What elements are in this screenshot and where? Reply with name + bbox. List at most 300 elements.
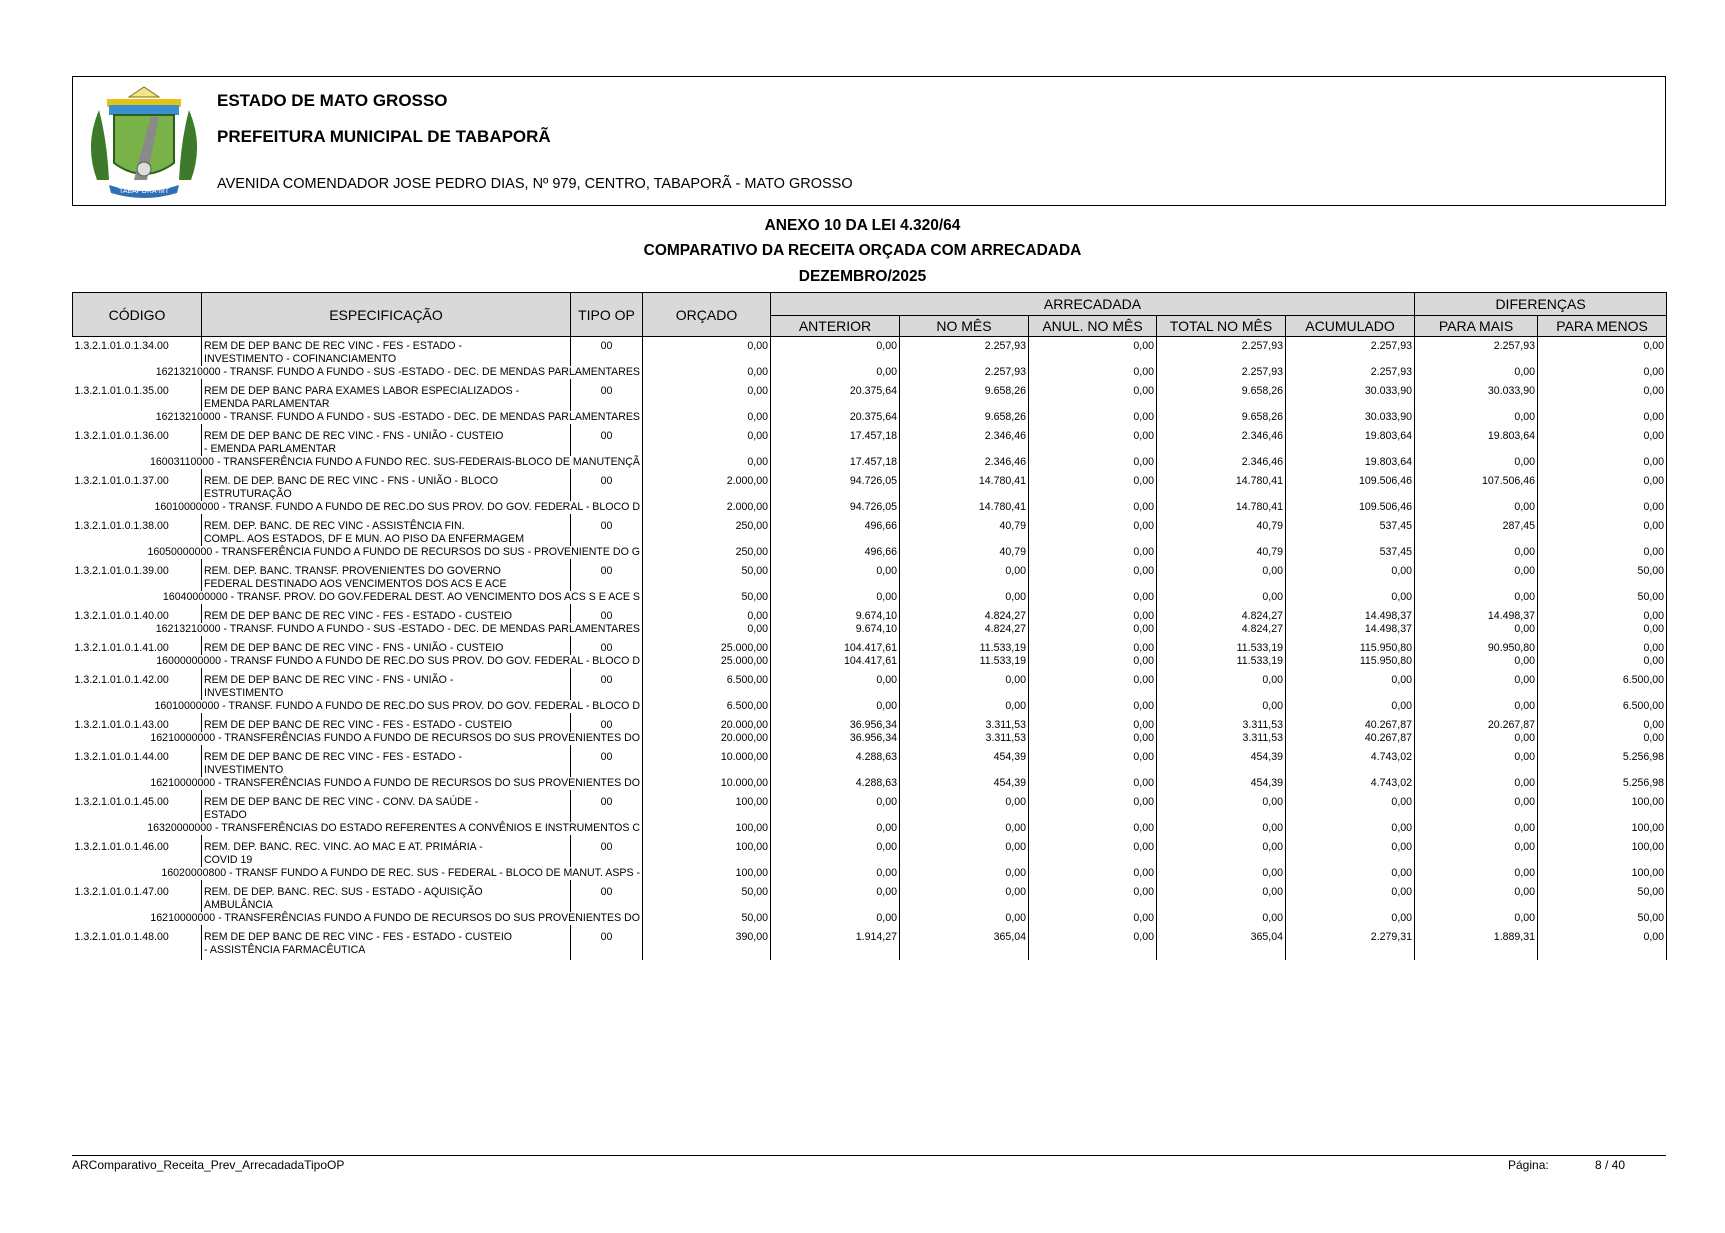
row-value: 0,00 [1538,427,1667,456]
subrow-value: 250,00 [643,546,771,559]
subrow-value: 100,00 [643,867,771,880]
subrow-value: 0,00 [771,591,900,604]
spacer-cell [1415,957,1538,960]
row-value: 0,00 [643,427,771,456]
row-value: 10.000,00 [643,748,771,777]
subrow-value: 0,00 [1029,867,1157,880]
row-tipo-op: 00 [571,337,643,367]
subrow-value: 0,00 [771,366,900,379]
spec-line: REM. DEP. BANC. REC. VINC. AO MAC E AT. PRIMÁRIA - [204,841,483,853]
row-value: 1.889,31 [1415,928,1538,957]
table-row [73,382,1667,411]
row-value: 30.033,90 [1286,382,1415,411]
spec-line: REM. DE DEP. BANC. REC. SUS - ESTADO - AQUISIÇÃO [204,886,483,898]
row-value: 9.658,26 [1157,382,1286,411]
row-value: 2.279,31 [1286,928,1415,957]
row-value: 40,79 [1157,517,1286,546]
table-row [73,671,1667,700]
row-value: 496,66 [771,517,900,546]
col-group-diferencas: DIFERENÇAS [1415,293,1667,316]
row-tipo-op: 00 [571,928,643,957]
subrow-value: 9.658,26 [1157,411,1286,424]
subrow-value: 11.533,19 [1157,655,1286,668]
row-value: 0,00 [1286,671,1415,700]
row-value: 0,00 [1415,748,1538,777]
spacer-cell [1157,957,1286,960]
col-anterior: ANTERIOR [771,316,900,337]
row-value: 390,00 [643,928,771,957]
revenue-table [72,292,1667,960]
subrow-value: 50,00 [643,912,771,925]
subrow-value: 0,00 [900,591,1029,604]
spacer-cell [1538,957,1667,960]
row-value: 1.914,27 [771,928,900,957]
table-subrow [73,411,1667,424]
municipal-coat-of-arms-icon [79,85,209,200]
spec-line: COMPL. AOS ESTADOS, DF E MUN. AO PISO DA ENFERMAGEM [204,533,525,545]
table-row [73,607,1667,623]
subrow-value: 0,00 [1415,700,1538,713]
row-value: 19.803,64 [1286,427,1415,456]
subrow-value: 50,00 [1538,591,1667,604]
subrow-value: 0,00 [1029,822,1157,835]
col-acumulado: ACUMULADO [1286,316,1415,337]
row-code: 1.3.2.1.01.0.1.39.00 [73,562,202,591]
row-code: 1.3.2.1.01.0.1.40.00 [73,607,202,623]
row-value: 2.346,46 [900,427,1029,456]
row-value: 0,00 [1029,427,1157,456]
spec-line: - EMENDA PARLAMENTAR [204,443,337,455]
subrow-value: 0,00 [900,822,1029,835]
row-value: 0,00 [1415,883,1538,912]
row-value: 0,00 [1029,671,1157,700]
row-value: 0,00 [1029,607,1157,623]
row-value: 537,45 [1286,517,1415,546]
row-value: 14.498,37 [1415,607,1538,623]
subrow-value: 0,00 [1415,623,1538,636]
row-specification [202,883,571,912]
row-code: 1.3.2.1.01.0.1.48.00 [73,928,202,957]
subrow-value: 454,39 [900,777,1029,790]
spacer-cell [1286,957,1415,960]
spec-line: REM DE DEP BANC DE REC VINC - FNS - UNIÃO - CUSTEIO [204,642,504,654]
subrow-value: 2.000,00 [643,501,771,514]
subrow-value: 0,00 [1538,501,1667,514]
row-specification [202,382,571,411]
table-subrow [73,912,1667,925]
subrow-value: 2.257,93 [1286,366,1415,379]
row-code: 1.3.2.1.01.0.1.44.00 [73,748,202,777]
col-codigo: CÓDIGO [73,293,202,337]
row-value: 20.267,87 [1415,716,1538,732]
subrow-value: 9.658,26 [900,411,1029,424]
subrow-value: 0,00 [1415,732,1538,745]
subrow-value: 0,00 [771,867,900,880]
svg-text:TABAPORÃ-MT: TABAPORÃ-MT [118,188,170,195]
row-tipo-op: 00 [571,427,643,456]
subrow-value: 0,00 [1286,591,1415,604]
table-subrow [73,623,1667,636]
row-value: 0,00 [900,562,1029,591]
row-specification [202,639,571,655]
row-tipo-op: 00 [571,883,643,912]
row-value: 14.780,41 [900,472,1029,501]
row-value: 0,00 [643,607,771,623]
subrow-value: 2.257,93 [900,366,1029,379]
row-code: 1.3.2.1.01.0.1.47.00 [73,883,202,912]
row-value: 0,00 [1029,838,1157,867]
row-value: 454,39 [1157,748,1286,777]
subrow-value: 0,00 [643,623,771,636]
row-value: 4.743,02 [1286,748,1415,777]
col-tipo-op: TIPO OP [571,293,643,337]
subrow-value: 6.500,00 [643,700,771,713]
subrow-value: 496,66 [771,546,900,559]
row-value: 100,00 [1538,838,1667,867]
row-value: 0,00 [900,793,1029,822]
subrow-value: 5.256,98 [1538,777,1667,790]
row-value: 50,00 [643,883,771,912]
row-value: 0,00 [1286,883,1415,912]
subrow-value: 0,00 [1415,456,1538,469]
table-row [73,472,1667,501]
subrow-value: 0,00 [1029,655,1157,668]
subrow-value: 40,79 [1157,546,1286,559]
subrow-value: 2.346,46 [1157,456,1286,469]
subrow-value: 0,00 [643,411,771,424]
spec-line: - ASSISTÊNCIA FARMACÊUTICA [204,944,366,956]
row-specification [202,748,571,777]
row-tipo-op: 00 [571,562,643,591]
row-value: 0,00 [771,883,900,912]
subrow-value: 25.000,00 [643,655,771,668]
row-value: 0,00 [1286,838,1415,867]
subrow-value: 0,00 [1415,777,1538,790]
row-value: 365,04 [900,928,1029,957]
table-row [73,716,1667,732]
subrow-value: 0,00 [1029,777,1157,790]
table-row [73,337,1667,367]
spacer-cell [900,957,1029,960]
subrow-value: 0,00 [1029,623,1157,636]
row-value: 0,00 [1538,639,1667,655]
table-subrow [73,777,1667,790]
row-specification [202,562,571,591]
address: AVENIDA COMENDADOR JOSE PEDRO DIAS, Nº 979, CENTRO, TABAPORÃ - MATO GROSSO [217,176,853,192]
spec-line: REM DE DEP BANC DE REC VINC - FES - ESTADO - [204,751,463,763]
row-value: 2.257,93 [1286,337,1415,367]
row-value: 2.000,00 [643,472,771,501]
table-subrow [73,456,1667,469]
subrow-resource: 16000000000 - TRANSF FUNDO A FUNDO DE REC.DO SUS PROV. DO GOV. FEDERAL - BLOCO D [73,655,643,668]
spec-line: ESTRUTURAÇÃO [204,488,292,500]
subrow-value: 0,00 [1538,732,1667,745]
row-spacer [73,957,1667,960]
subrow-value: 4.824,27 [1157,623,1286,636]
subrow-value: 0,00 [1415,591,1538,604]
subrow-value: 0,00 [643,456,771,469]
row-value: 3.311,53 [900,716,1029,732]
subrow-value: 36.956,34 [771,732,900,745]
subrow-value: 454,39 [1157,777,1286,790]
subrow-value: 0,00 [1029,366,1157,379]
row-value: 6.500,00 [643,671,771,700]
subrow-value: 19.803,64 [1286,456,1415,469]
subrow-resource: 16213210000 - TRANSF. FUNDO A FUNDO - SUS -ESTADO - DEC. DE MENDAS PARLAMENTARES [73,411,643,424]
subrow-value: 0,00 [1029,700,1157,713]
row-value: 0,00 [1415,793,1538,822]
subrow-value: 0,00 [1415,366,1538,379]
row-value: 0,00 [1029,793,1157,822]
subrow-value: 0,00 [1538,623,1667,636]
subrow-value: 0,00 [643,366,771,379]
subrow-value: 0,00 [771,912,900,925]
row-value: 0,00 [1029,748,1157,777]
spec-line: REM DE DEP BANC DE REC VINC - FNS - UNIÃO - CUSTEIO [204,430,504,442]
row-value: 0,00 [1538,517,1667,546]
row-value: 0,00 [1538,337,1667,367]
subrow-resource: 16050000000 - TRANSFERÊNCIA FUNDO A FUNDO DE RECURSOS DO SUS - PROVENIENTE DO G [73,546,643,559]
row-value: 0,00 [771,562,900,591]
row-value: 50,00 [643,562,771,591]
subrow-value: 0,00 [1029,411,1157,424]
subrow-value: 0,00 [1538,546,1667,559]
subrow-value: 115.950,80 [1286,655,1415,668]
row-value: 0,00 [1415,838,1538,867]
row-value: 0,00 [1029,337,1157,367]
row-tipo-op: 00 [571,607,643,623]
subrow-value: 0,00 [1157,867,1286,880]
row-value: 0,00 [1029,517,1157,546]
header-box [72,76,1666,206]
subrow-value: 2.346,46 [900,456,1029,469]
row-value: 25.000,00 [643,639,771,655]
row-specification [202,517,571,546]
row-value: 17.457,18 [771,427,900,456]
spec-line: REM. DEP. BANC. DE REC VINC - ASSISTÊNCIA FIN. [204,520,465,532]
row-code: 1.3.2.1.01.0.1.43.00 [73,716,202,732]
subrow-value: 17.457,18 [771,456,900,469]
state-name: ESTADO DE MATO GROSSO [217,91,448,110]
subrow-value: 40,79 [900,546,1029,559]
subrow-value: 30.033,90 [1286,411,1415,424]
subrow-value: 0,00 [1029,591,1157,604]
col-especificacao: ESPECIFICAÇÃO [202,293,571,337]
subrow-value: 0,00 [1415,867,1538,880]
subrow-value: 0,00 [1538,366,1667,379]
row-value: 5.256,98 [1538,748,1667,777]
row-value: 0,00 [1538,716,1667,732]
subrow-value: 0,00 [1157,700,1286,713]
row-tipo-op: 00 [571,472,643,501]
row-value: 40.267,87 [1286,716,1415,732]
subrow-value: 14.498,37 [1286,623,1415,636]
subrow-value: 0,00 [1538,456,1667,469]
report-title: COMPARATIVO DA RECEITA ORÇADA COM ARRECADADA [643,242,1082,259]
subrow-value: 4.288,63 [771,777,900,790]
subrow-value: 4.743,02 [1286,777,1415,790]
row-value: 104.417,61 [771,639,900,655]
subrow-resource: 16213210000 - TRANSF. FUNDO A FUNDO - SUS -ESTADO - DEC. DE MENDAS PARLAMENTARES [73,366,643,379]
spec-line: AMBULÂNCIA [204,899,273,911]
row-value: 0,00 [643,382,771,411]
row-value: 14.498,37 [1286,607,1415,623]
table-row [73,883,1667,912]
spec-line: REM DE DEP BANC DE REC VINC - FES - ESTADO - CUSTEIO [204,931,513,943]
row-value: 109.506,46 [1286,472,1415,501]
col-para-mais: PARA MAIS [1415,316,1538,337]
subrow-value: 0,00 [1415,655,1538,668]
row-code: 1.3.2.1.01.0.1.46.00 [73,838,202,867]
table-row [73,427,1667,456]
row-value: 287,45 [1415,517,1538,546]
subrow-value: 0,00 [1029,912,1157,925]
subrow-resource: 16010000000 - TRANSF. FUNDO A FUNDO DE REC.DO SUS PROV. DO GOV. FEDERAL - BLOCO D [73,700,643,713]
row-value: 30.033,90 [1415,382,1538,411]
subrow-value: 94.726,05 [771,501,900,514]
row-value: 11.533,19 [1157,639,1286,655]
page-number: 8 / 40 [1595,1158,1626,1172]
row-value: 9.674,10 [771,607,900,623]
row-value: 0,00 [1029,883,1157,912]
row-tipo-op: 00 [571,716,643,732]
row-value: 0,00 [1029,928,1157,957]
spec-line: EMENDA PARLAMENTAR [204,398,330,410]
row-code: 1.3.2.1.01.0.1.34.00 [73,337,202,367]
subrow-value: 0,00 [1157,912,1286,925]
row-value: 0,00 [1538,382,1667,411]
row-value: 0,00 [1415,562,1538,591]
row-value: 20.000,00 [643,716,771,732]
spacer-cell [73,957,202,960]
row-value: 36.956,34 [771,716,900,732]
row-value: 365,04 [1157,928,1286,957]
subrow-resource: 16210000000 - TRANSFERÊNCIAS FUNDO A FUNDO DE RECURSOS DO SUS PROVENIENTES DO [73,912,643,925]
row-value: 50,00 [1538,562,1667,591]
row-specification [202,838,571,867]
row-value: 0,00 [1029,639,1157,655]
spec-line: REM. DE DEP. BANC DE REC VINC - FNS - UNIÃO - BLOCO [204,475,499,487]
row-value: 90.950,80 [1415,639,1538,655]
table-subrow [73,546,1667,559]
col-para-menos: PARA MENOS [1538,316,1667,337]
subrow-value: 6.500,00 [1538,700,1667,713]
subrow-value: 20.375,64 [771,411,900,424]
row-value: 100,00 [643,793,771,822]
subrow-value: 50,00 [1538,912,1667,925]
row-value: 0,00 [900,838,1029,867]
subrow-value: 0,00 [900,867,1029,880]
row-value: 0,00 [1415,671,1538,700]
table-subrow [73,700,1667,713]
subrow-value: 0,00 [1415,501,1538,514]
subrow-value: 0,00 [1029,456,1157,469]
row-tipo-op: 00 [571,838,643,867]
row-value: 0,00 [1029,716,1157,732]
row-value: 0,00 [1157,883,1286,912]
table-subrow [73,822,1667,835]
row-value: 0,00 [771,793,900,822]
spec-line: COVID 19 [204,854,253,866]
report-identifier: ARComparativo_Receita_Prev_ArrecadadaTipoOP [72,1158,345,1172]
subrow-resource: 16320000000 - TRANSFERÊNCIAS DO ESTADO REFERENTES A CONVÊNIOS E INSTRUMENTOS C [73,822,643,835]
row-value: 4.824,27 [900,607,1029,623]
row-value: 0,00 [1538,472,1667,501]
spec-line: REM DE DEP BANC PARA EXAMES LABOR ESPECIALIZADOS - [204,385,520,397]
report-period: DEZEMBRO/2025 [798,268,927,285]
row-value: 40,79 [900,517,1029,546]
spec-line: REM DE DEP BANC DE REC VINC - FNS - UNIÃO - [204,674,454,686]
subrow-value: 4.824,27 [900,623,1029,636]
row-specification [202,928,571,957]
subrow-value: 0,00 [1157,822,1286,835]
row-value: 50,00 [1538,883,1667,912]
subrow-value: 0,00 [771,822,900,835]
subrow-value: 104.417,61 [771,655,900,668]
row-specification [202,607,571,623]
subrow-value: 0,00 [1286,912,1415,925]
row-value: 2.257,93 [1157,337,1286,367]
subrow-value: 0,00 [1029,546,1157,559]
spec-line: INVESTIMENTO [204,687,284,699]
subrow-value: 0,00 [1415,411,1538,424]
row-tipo-op: 00 [571,748,643,777]
row-code: 1.3.2.1.01.0.1.38.00 [73,517,202,546]
subrow-value: 10.000,00 [643,777,771,790]
table-row [73,748,1667,777]
subrow-value: 109.506,46 [1286,501,1415,514]
subrow-value: 0,00 [1157,591,1286,604]
row-specification [202,716,571,732]
row-tipo-op: 00 [571,517,643,546]
row-value: 107.506,46 [1415,472,1538,501]
subrow-value: 0,00 [900,700,1029,713]
subrow-value: 20.000,00 [643,732,771,745]
row-value: 3.311,53 [1157,716,1286,732]
subrow-value: 14.780,41 [900,501,1029,514]
spec-line: REM DE DEP BANC DE REC VINC - FES - ESTADO - [204,340,463,352]
subrow-value: 3.311,53 [900,732,1029,745]
subrow-value: 0,00 [1029,732,1157,745]
subrow-value: 14.780,41 [1157,501,1286,514]
table-subrow [73,732,1667,745]
row-value: 115.950,80 [1286,639,1415,655]
subrow-resource: 16210000000 - TRANSFERÊNCIAS FUNDO A FUNDO DE RECURSOS DO SUS PROVENIENTES DO [73,777,643,790]
row-tipo-op: 00 [571,382,643,411]
spacer-cell [771,957,900,960]
table-subrow [73,867,1667,880]
row-value: 0,00 [1029,562,1157,591]
row-value: 0,00 [643,337,771,367]
row-value: 0,00 [1157,793,1286,822]
row-specification [202,671,571,700]
row-value: 0,00 [900,671,1029,700]
subrow-resource: 16020000800 - TRANSF FUNDO A FUNDO DE REC. SUS - FEDERAL - BLOCO DE MANUT. ASPS - [73,867,643,880]
report-title-annex: ANEXO 10 DA LEI 4.320/64 [764,217,961,234]
spacer-cell [202,957,571,960]
row-value: 2.257,93 [1415,337,1538,367]
spacer-cell [571,957,643,960]
subrow-value: 0,00 [900,912,1029,925]
row-value: 0,00 [1029,472,1157,501]
subrow-value: 3.311,53 [1157,732,1286,745]
spec-line: REM DE DEP BANC DE REC VINC - CONV. DA SAÚDE - [204,796,479,808]
subrow-value: 2.257,93 [1157,366,1286,379]
row-code: 1.3.2.1.01.0.1.45.00 [73,793,202,822]
spec-line: INVESTIMENTO - COFINANCIAMENTO [204,353,397,365]
subrow-resource: 16040000000 - TRANSF. PROV. DO GOV.FEDERAL DEST. AO VENCIMENTO DOS ACS S E ACE S [73,591,643,604]
subrow-value: 100,00 [643,822,771,835]
